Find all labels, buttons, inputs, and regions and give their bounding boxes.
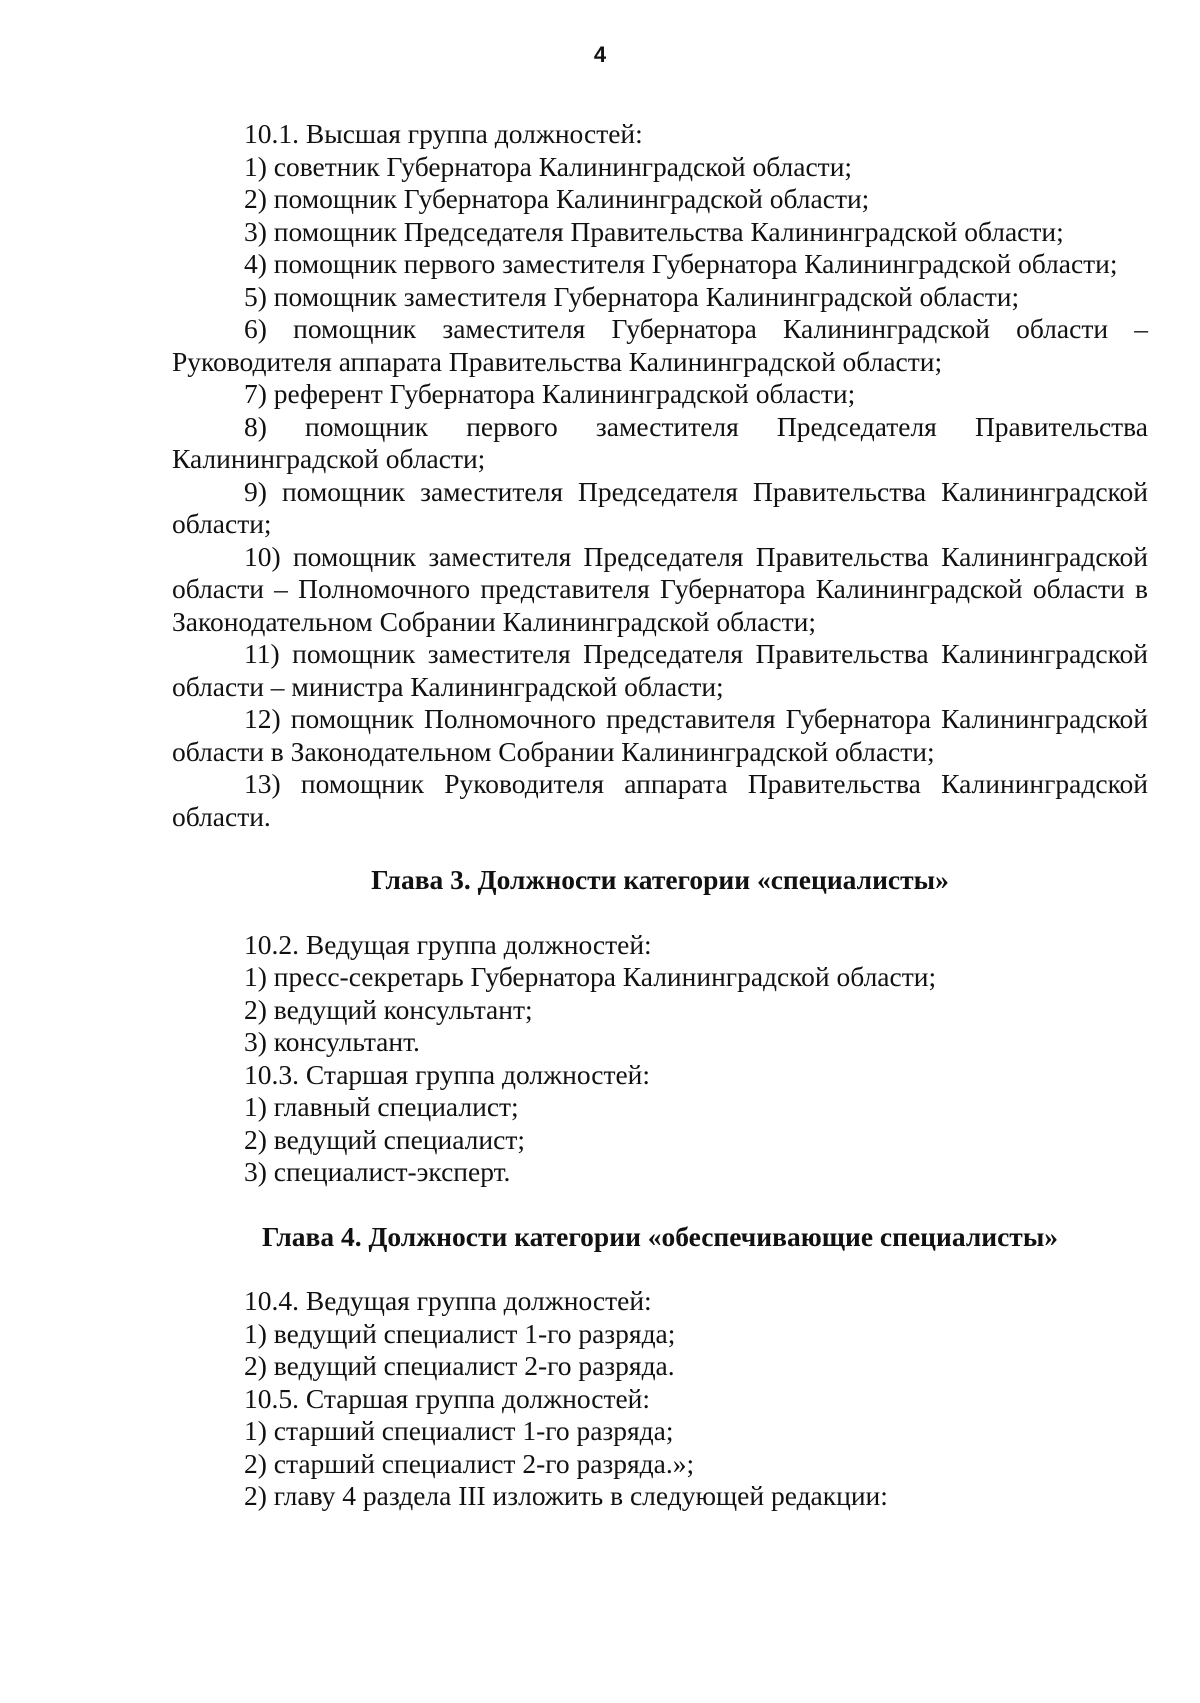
list-item: 12) помощник Полномочного представителя Губернатора Калининградской области в Законодательном Собрании Калининградской области; xyxy=(172,703,1148,767)
list-item: 1) главный специалист; xyxy=(244,1091,519,1122)
list-item: 10) помощник заместителя Председателя Правительства Калининградской области – Полномочного представителя Губернатора Калининградской области в Законодательном Собрании Калининградской области; xyxy=(172,540,1148,637)
list-item: 2) ведущий специалист; xyxy=(244,1123,525,1155)
section-title: 10.2. Ведущая группа должностей: xyxy=(244,928,652,960)
list-item: 8) помощник первого заместителя Председателя Правительства Калининградской области; xyxy=(172,410,1148,474)
section-title: 10.1. Высшая группа должностей: xyxy=(244,118,643,149)
list-item: 3) специалист-эксперт. xyxy=(244,1156,511,1187)
list-item: 2) ведущий консультант; xyxy=(244,993,533,1025)
list-item: 3) консультант. xyxy=(244,1026,420,1057)
section-title: 10.4. Ведущая группа должностей: xyxy=(244,1285,652,1316)
list-item: 9) помощник заместителя Председателя Правительства Калининградской области; xyxy=(172,475,1148,539)
list-item: 1) старший специалист 1-го разряда; xyxy=(244,1415,674,1446)
list-item: 1) ведущий специалист 1-го разряда; xyxy=(244,1317,676,1349)
section-title: 10.5. Старшая группа должностей: xyxy=(244,1382,651,1414)
page-number: 4 xyxy=(593,42,607,67)
list-item: 6) помощник заместителя Губернатора Калининградской области – Руководителя аппарата Правительства Калининградской области; xyxy=(172,313,1148,377)
chapter-3-heading: Глава 3. Должности категории «специалисты» xyxy=(371,864,949,895)
list-item: 1) советник Губернатора Калининградской области; xyxy=(244,150,853,182)
list-item: 2) помощник Губернатора Калининградской области; xyxy=(244,183,870,214)
list-item: 3) помощник Председателя Правительства Калининградской области; xyxy=(244,215,1064,247)
list-item: 4) помощник первого заместителя Губернатора Калининградской области; xyxy=(244,248,1118,279)
document-body xyxy=(172,118,1148,1513)
list-item: 2) старший специалист 2-го разряда.»; xyxy=(244,1447,695,1479)
final-item: 2) главу 4 раздела III изложить в следующей редакции: xyxy=(244,1480,888,1511)
list-item: 11) помощник заместителя Председателя Правительства Калининградской области – министра Калининградской области; xyxy=(172,638,1148,702)
list-item: 2) ведущий специалист 2-го разряда. xyxy=(244,1350,675,1381)
list-item: 1) пресс-секретарь Губернатора Калининградской области; xyxy=(244,961,937,992)
chapter-4-heading: Глава 4. Должности категории «обеспечивающие специалисты» xyxy=(261,1220,1059,1252)
list-item: 7) референт Губернатора Калининградской области; xyxy=(244,378,856,409)
section-title: 10.3. Старшая группа должностей: xyxy=(244,1058,651,1090)
list-item: 13) помощник Руководителя аппарата Правительства Калининградской области. xyxy=(172,768,1148,832)
list-item: 5) помощник заместителя Губернатора Калининградской области; xyxy=(244,280,1020,312)
